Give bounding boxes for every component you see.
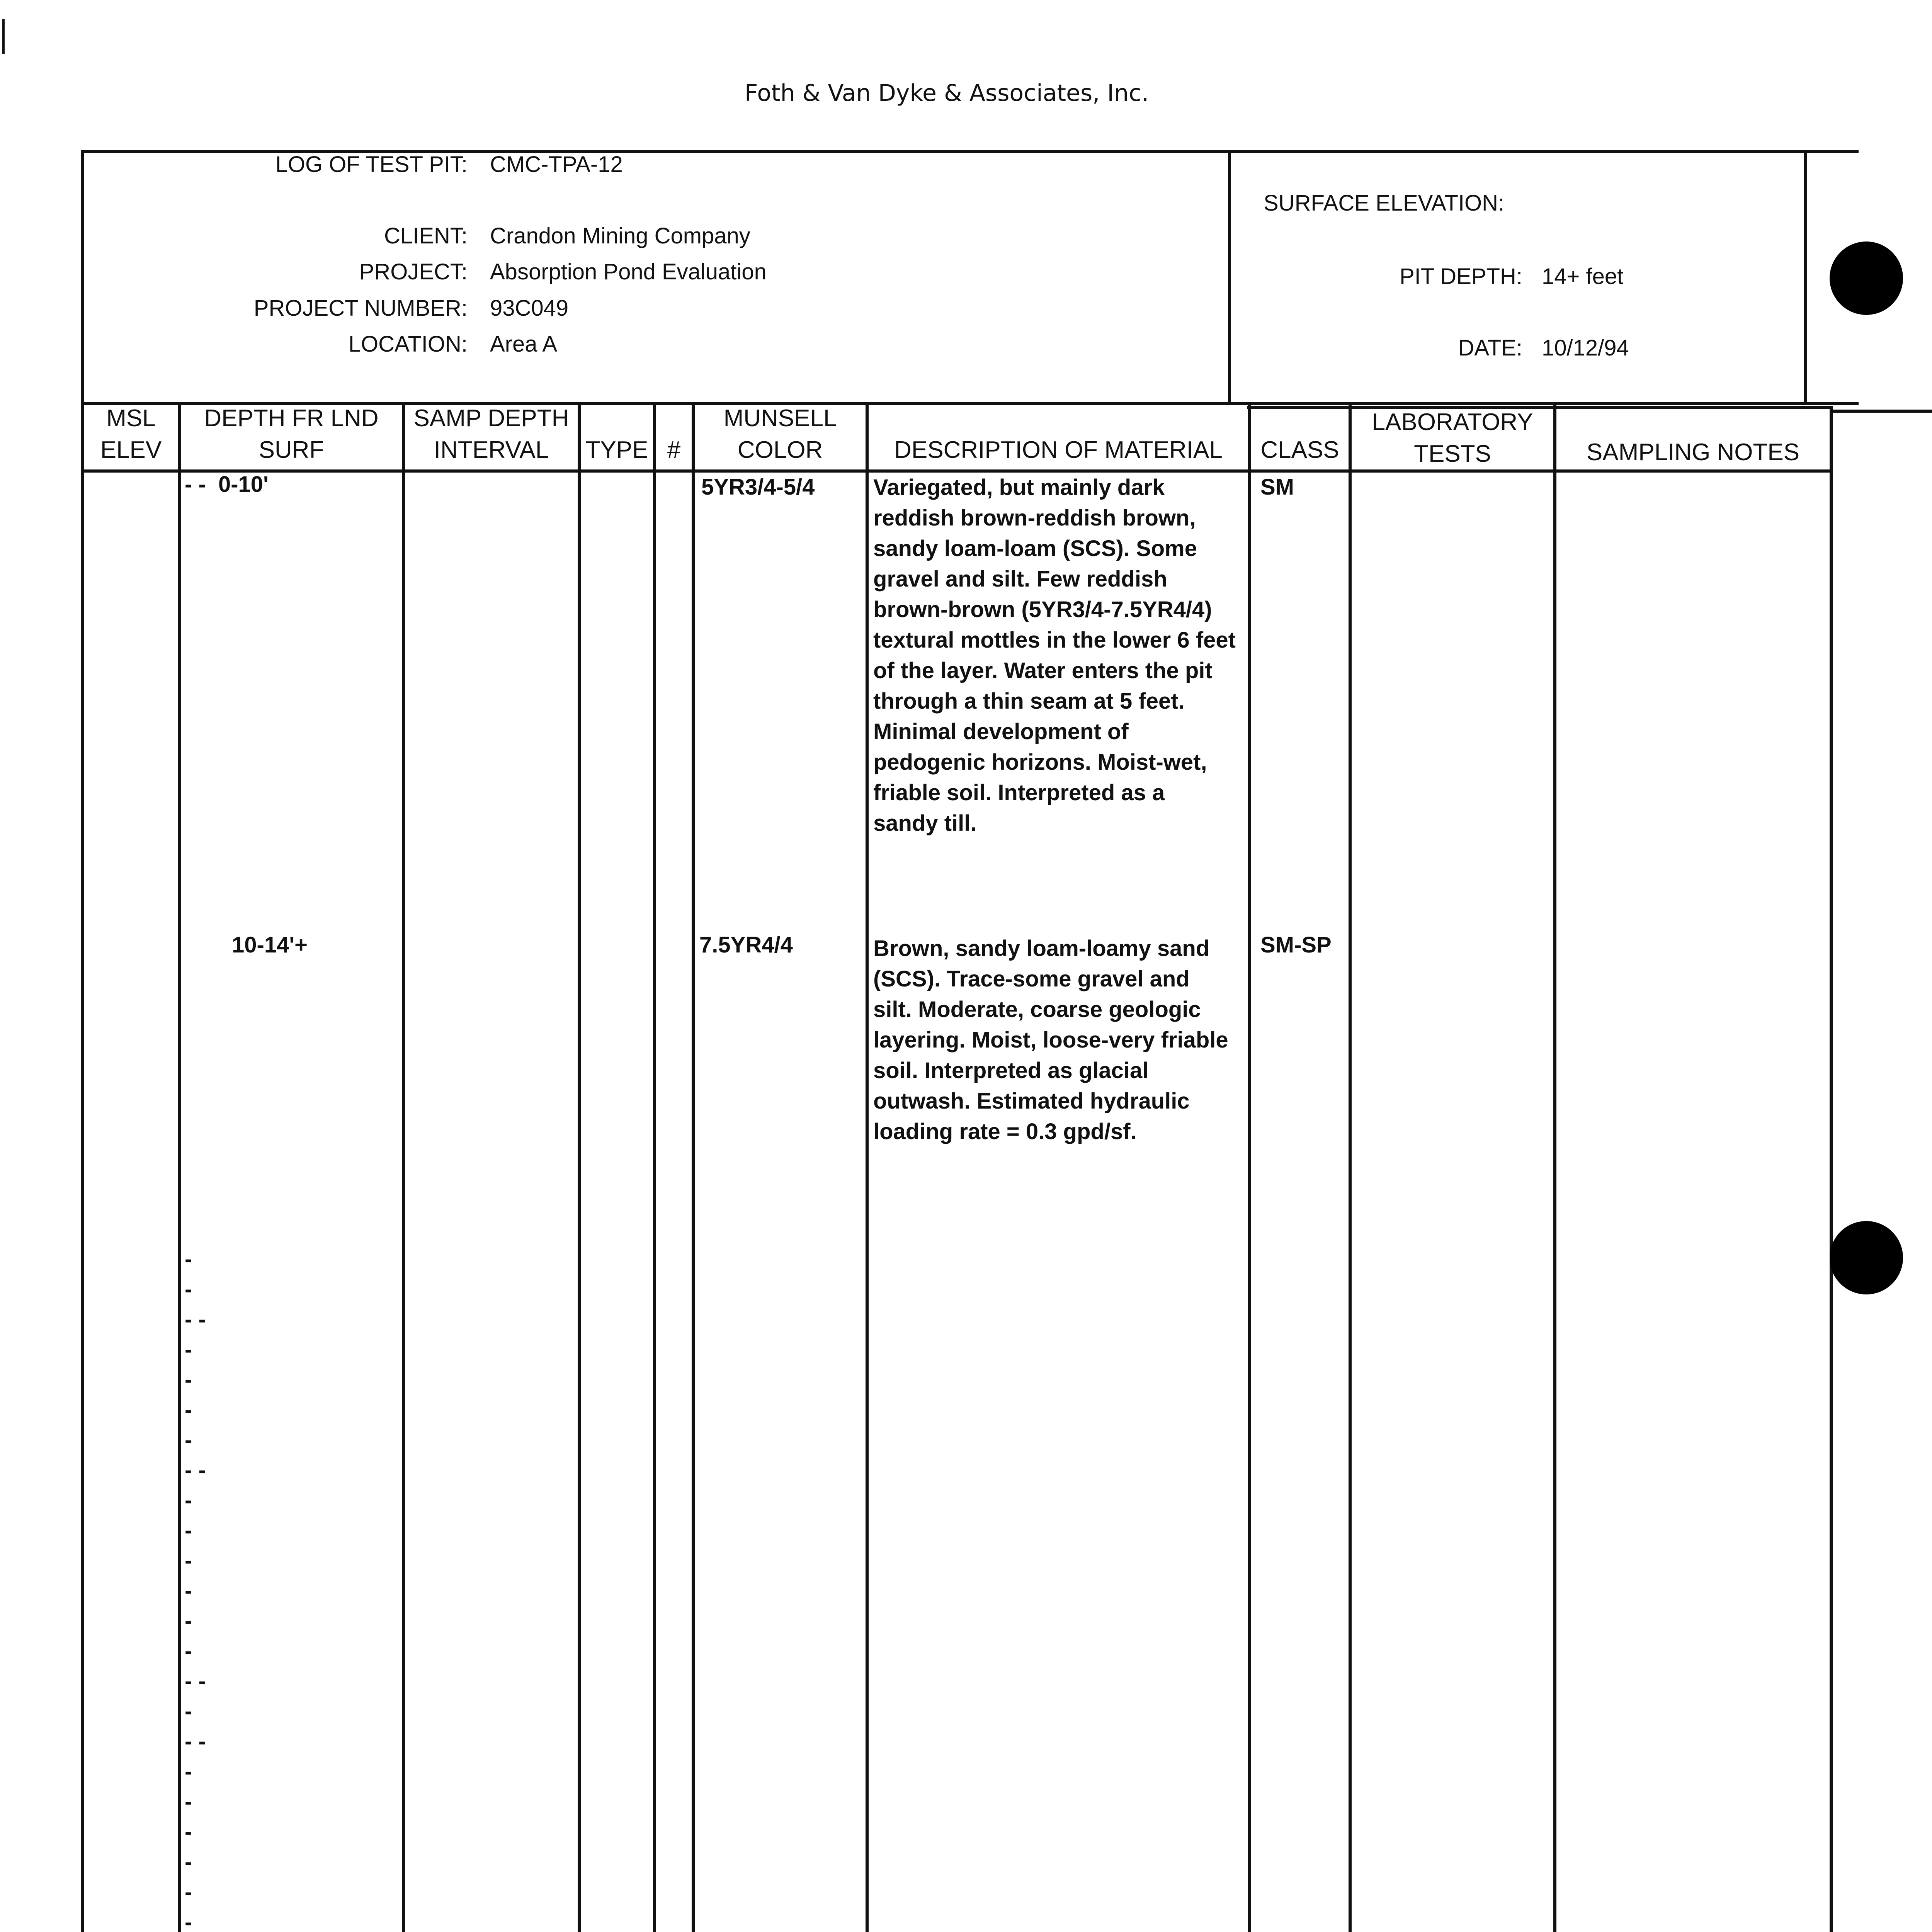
company-header: Foth & Van Dyke & Associates, Inc.	[744, 80, 1149, 107]
row-class: SM	[1260, 474, 1294, 500]
log-title-label: LOG OF TEST PIT:	[275, 152, 468, 177]
col-header-sampling-notes: SAMPLING NOTES	[1586, 439, 1800, 466]
surface-elevation-label: SURFACE ELEVATION:	[1264, 190, 1505, 216]
pit-depth-label: PIT DEPTH:	[1400, 264, 1522, 289]
location-label: LOCATION:	[348, 332, 468, 357]
col-header-samp-depth: SAMP DEPTH INTERVAL	[413, 405, 569, 463]
project-value: Absorption Pond Evaluation	[490, 259, 767, 284]
project-label: PROJECT:	[359, 259, 468, 284]
location-value: Area A	[490, 332, 558, 357]
row-depth: 10-14'+	[232, 932, 308, 957]
col-header-depth: DEPTH FR LND SURF	[204, 405, 379, 463]
project-number-value: 93C049	[490, 296, 569, 321]
depth-tick-marks: - - - - - - - - - - - - - - - - - - - - - - - - - - -	[185, 1247, 206, 1932]
row-munsell: 7.5YR4/4	[699, 932, 793, 957]
col-header-description: DESCRIPTION OF MATERIAL	[894, 437, 1223, 463]
binder-hole-middle	[1830, 1221, 1903, 1294]
col-header-munsell: MUNSELL COLOR	[723, 405, 837, 463]
binder-hole-top	[1830, 242, 1903, 315]
client-value: Crandon Mining Company	[490, 223, 750, 248]
log-title-value: CMC-TPA-12	[490, 152, 623, 177]
scan-edge-mark	[2, 19, 5, 54]
col-header-msl-elev: MSL ELEV	[100, 405, 162, 463]
row-description: Brown, sandy loam-loamy sand (SCS). Trace-some gravel and silt. Moderate, coarse geologic layering. Moist, loose-very friable soil. Interpreted as glacial outwash. Estimated hydraulic loading rate = 0.3 gpd/sf.	[873, 936, 1228, 1144]
client-label: CLIENT:	[384, 223, 468, 248]
date-value: 10/12/94	[1542, 335, 1629, 361]
row-depth: - - 0-10'	[185, 472, 269, 497]
col-header-type: TYPE	[585, 437, 648, 463]
pit-depth-value: 14+ feet	[1542, 264, 1624, 289]
row-munsell: 5YR3/4-5/4	[701, 474, 815, 500]
col-header-class: CLASS	[1260, 437, 1339, 463]
col-header-lab-tests: LABORATORY TESTS	[1372, 409, 1533, 467]
date-label: DATE:	[1458, 335, 1522, 361]
row-class: SM-SP	[1260, 932, 1332, 957]
row-description: Variegated, but mainly dark reddish brown-reddish brown, sandy loam-loam (SCS). Some gravel and silt. Few reddish brown-brown (5YR3/4-7.5YR4/4) textural mottles in the lower 6 feet of the layer. Water enters the pit through a thin seam at 5 feet. Minimal development of pedogenic horizons. Moist-wet, friable soil. Interpreted as a sandy till.	[873, 475, 1236, 836]
col-header-number: #	[667, 437, 681, 463]
project-number-label: PROJECT NUMBER:	[253, 296, 468, 321]
